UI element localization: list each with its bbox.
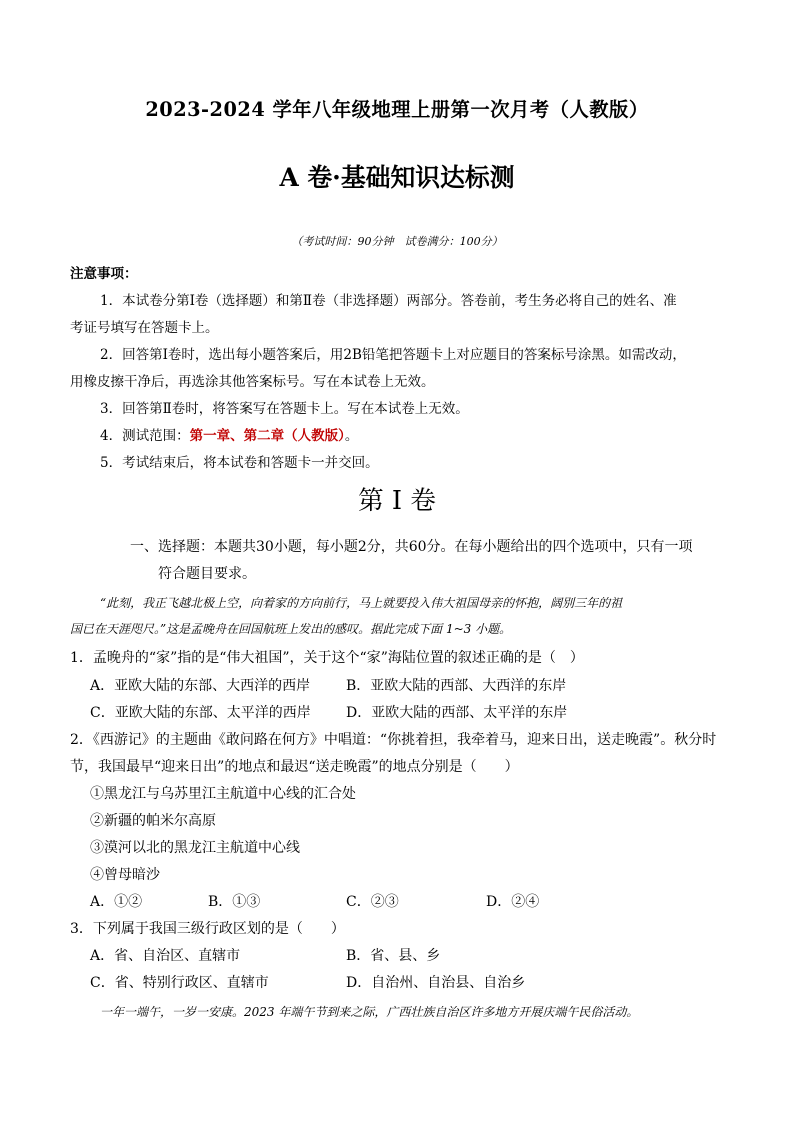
question-3-option-b[interactable]: B．省、县、乡: [346, 948, 441, 964]
question-2-item-2: ②新疆的帕米尔高原: [90, 813, 216, 829]
question-2-item-3: ③漠河以北的黑龙江主航道中心线: [90, 840, 300, 856]
section-heading-cont: 符合题目要求。: [158, 566, 256, 582]
notice-item-4-prefix: 4．测试范围：: [100, 428, 190, 444]
question-2-option-a[interactable]: A．①②: [90, 894, 143, 910]
material-2-line-1: 一年一端午，一岁一安康。2023 年端午节到来之际，广西壮族自治区许多地方开展庆端午民俗活动。: [100, 1005, 639, 1019]
question-2-option-c[interactable]: C．②③: [346, 894, 399, 910]
notice-item-2: 2．回答第Ⅰ卷时，选出每小题答案后，用2B铅笔把答题卡上对应题目的答案标号涂黑。如需改动，: [100, 347, 686, 363]
question-2-option-d[interactable]: D．②④: [486, 894, 540, 910]
question-2-stem-cont: 节，我国最早“迎来日出”的地点和最迟“送走晚霞”的地点分别是（ ）: [70, 759, 519, 775]
question-3-option-c[interactable]: C．省、特别行政区、直辖市: [90, 975, 269, 991]
notice-item-3: 3．回答第Ⅱ卷时，将答案写在答题卡上。写在本试卷上无效。: [100, 401, 469, 417]
question-1-option-d[interactable]: D．亚欧大陆的西部、太平洋的东岸: [346, 705, 568, 721]
notice-item-1-cont: 考证号填写在答题卡上。: [70, 320, 219, 336]
question-1-stem: 1．孟晚舟的“家”指的是“伟大祖国”，关于这个“家”海陆位置的叙述正确的是（ ）: [70, 650, 584, 666]
question-3-stem: 3．下列属于我国三级行政区划的是（ ）: [70, 921, 345, 937]
question-2-item-1: ①黑龙江与乌苏里江主航道中心线的汇合处: [90, 786, 356, 802]
notice-item-4-suffix: 。: [344, 428, 359, 444]
material-1-line-2: 国已在天涯咫尺。”这是孟晚舟在回国航班上发出的感叹。据此完成下面 1~3 小题。: [70, 622, 512, 636]
question-1-option-b[interactable]: B．亚欧大陆的西部、大西洋的东岸: [346, 678, 567, 694]
notice-item-5: 5．考试结束后，将本试卷和答题卡一并交回。: [100, 455, 379, 471]
question-3-option-a[interactable]: A．省、自治区、直辖市: [90, 948, 241, 964]
material-1-line-1: “此刻，我正飞越北极上空，向着家的方向前行，马上就要投入伟大祖国母亲的怀抱，阔别三年的祖: [100, 596, 623, 610]
test-range: 第一章、第二章（人教版）: [189, 428, 345, 444]
question-3-option-d[interactable]: D．自治州、自治县、自治乡: [346, 975, 526, 991]
question-2-stem: 2．《西游记》的主题曲《敢问路在何方》中唱道：“你挑着担，我牵着马，迎来日出，送走晚霞”。秋分时: [70, 732, 717, 748]
exam-title: 2023-2024 学年八年级地理上册第一次月考（人教版）: [145, 98, 649, 121]
exam-subtitle: A 卷·基础知识达标测: [279, 163, 515, 192]
notice-item-1: 1．本试卷分第Ⅰ卷（选择题）和第Ⅱ卷（非选择题）两部分。答卷前，考生务必将自己的姓名、准: [100, 293, 677, 309]
notice-item-4: [100, 424, 358, 444]
question-2-option-b[interactable]: B．①③: [208, 894, 261, 910]
question-1-option-c[interactable]: C．亚欧大陆的东部、太平洋的西岸: [90, 705, 311, 721]
notice-item-2-cont: 用橡皮擦干净后，再选涂其他答案标号。写在本试卷上无效。: [70, 374, 435, 390]
question-2-item-4: ④曾母暗沙: [90, 867, 160, 883]
section-heading: 一、选择题：本题共30小题，每小题2分，共60分。在每小题给出的四个选项中，只有一项: [130, 539, 693, 555]
question-1-option-a[interactable]: A．亚欧大陆的东部、大西洋的西岸: [90, 678, 311, 694]
part-title: 第 I 卷: [358, 486, 436, 516]
notice-heading: 注意事项：: [70, 266, 138, 282]
exam-info: （考试时间：90分钟 试卷满分：100分）: [291, 235, 503, 248]
